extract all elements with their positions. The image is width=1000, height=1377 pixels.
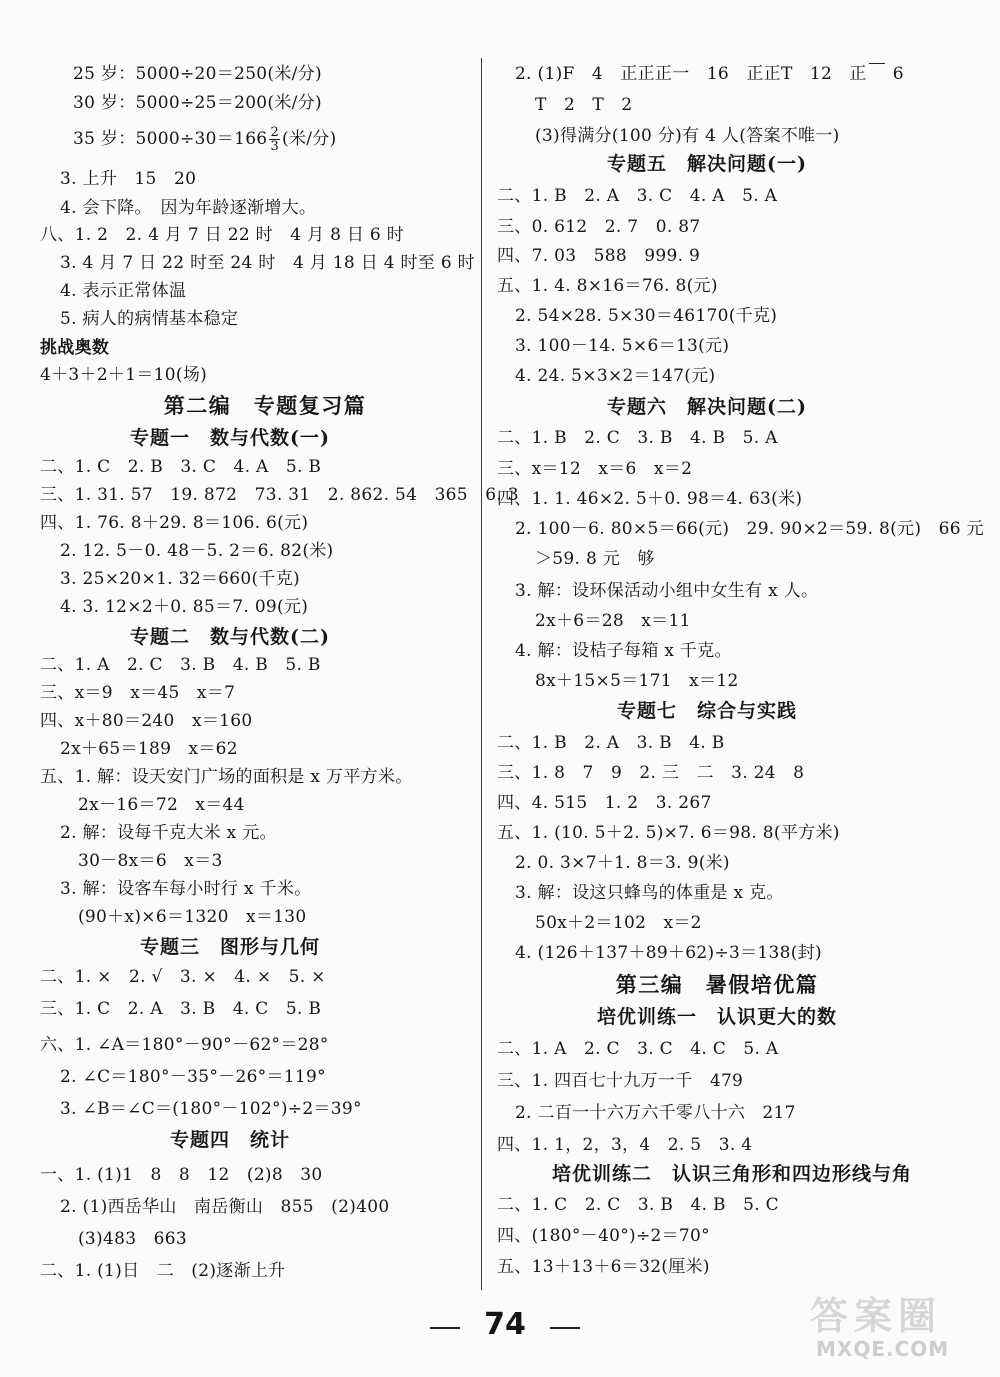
answer-line: 三、1. C 2. A 3. B 4. C 5. B xyxy=(40,999,322,1019)
answer-line: 五、1. 解：设天安门广场的面积是 x 万平方米。 xyxy=(40,767,413,787)
answer-line: 一、1. (1)1 8 8 12 (2)8 30 xyxy=(40,1165,323,1185)
answer-line: 四、1. 1. 46×2. 5＋0. 98＝4. 63(米) xyxy=(497,489,803,509)
answer-line: 二、1. A 2. C 3. C 4. C 5. A xyxy=(497,1039,779,1059)
tally-overbar xyxy=(869,63,885,74)
answer-line: 4. (126＋137＋89＋62)÷3＝138(封) xyxy=(515,943,822,963)
tally-text: 2. (1)F 4 正正正一 16 正正T 12 正 xyxy=(515,64,867,84)
answer-line: (3)得满分(100 分)有 4 人(答案不唯一) xyxy=(535,126,840,146)
answer-line: 25 岁：5000÷20＝250(米/分) xyxy=(73,64,322,84)
footer-dash-left xyxy=(430,1327,460,1329)
answer-line: 二、1. A 2. C 3. B 4. B 5. B xyxy=(40,655,321,675)
fraction-denominator: 3 xyxy=(270,139,280,154)
answer-line: 八、1. 2 2. 4 月 7 日 22 时 4 月 8 日 6 时 xyxy=(40,225,405,245)
answer-line: 二、1. × 2. √ 3. × 4. × 5. × xyxy=(40,967,326,987)
answer-line: 2. 二百一十六万六千零八十六 217 xyxy=(515,1103,796,1123)
page-number: 74 xyxy=(484,1307,526,1342)
topic-title: 专题三 图形与几何 xyxy=(139,936,320,958)
answer-line: 三、x＝12 x＝6 x＝2 xyxy=(497,459,693,479)
page-footer xyxy=(430,1305,580,1351)
answer-line: ＞59. 8 元 够 xyxy=(535,549,655,569)
answer-line: 五、13＋13＋6＝32(厘米) xyxy=(497,1257,710,1277)
topic-title: 专题四 统计 xyxy=(169,1129,290,1151)
tally-end-value: 6 xyxy=(892,64,904,84)
answer-line: 五、1. 4. 8×16＝76. 8(元) xyxy=(497,276,718,296)
answer-line: 2x－16＝72 x＝44 xyxy=(78,795,245,815)
answer-line: 4＋3＋2＋1＝10(场) xyxy=(40,365,208,385)
answer-line: T 2 T 2 xyxy=(535,95,633,115)
answer-line: 3. 解：设环保活动小组中女生有 x 人。 xyxy=(515,581,819,601)
answer-line: 二、1. C 2. C 3. B 4. B 5. C xyxy=(497,1195,779,1215)
answer-line: 四、x＋80＝240 x＝160 xyxy=(40,711,253,731)
answer-line: 3. 25×20×1. 32＝660(千克) xyxy=(60,569,300,589)
answer-line: 二、1. B 2. A 3. C 4. A 5. A xyxy=(497,186,778,206)
answer-line-tally xyxy=(515,63,904,85)
answer-line: 3. 解：设这只蜂鸟的体重是 x 克。 xyxy=(515,883,784,903)
mixed-fraction xyxy=(269,126,280,153)
column-divider xyxy=(481,58,482,1290)
answer-line: 三、1. 31. 57 19. 872 73. 31 2. 862. 54 365 6. 3 xyxy=(40,485,519,505)
answer-line: 3. 100－14. 5×6＝13(元) xyxy=(515,336,730,356)
answer-line: 四、(180°－40°)÷2＝70° xyxy=(497,1226,710,1246)
watermark-logo-text: 答案圈 xyxy=(810,1294,943,1338)
answer-line: 2. 0. 3×7＋1. 8＝3. 9(米) xyxy=(515,853,730,873)
topic-title: 培优训练一 认识更大的数 xyxy=(596,1006,837,1028)
footer-dash-right xyxy=(550,1327,580,1329)
answer-line: 2x＋6＝28 x＝11 xyxy=(535,611,691,631)
answer-line: 2. (1)西岳华山 南岳衡山 855 (2)400 xyxy=(60,1197,390,1217)
answer-line: 4. 解：设桔子每箱 x 千克。 xyxy=(515,641,732,661)
answer-line: 30－8x＝6 x＝3 xyxy=(78,851,223,871)
answer-line: 4. 3. 12×2＋0. 85＝7. 09(元) xyxy=(60,597,309,617)
answer-line: 二、1. C 2. B 3. C 4. A 5. B xyxy=(40,457,322,477)
site-watermark xyxy=(796,1285,986,1369)
answer-line: 30 岁：5000÷25＝200(米/分) xyxy=(73,93,322,113)
topic-title: 培优训练二 认识三角形和四边形线与角 xyxy=(551,1163,912,1185)
topic-title: 专题一 数与代数(一) xyxy=(130,427,330,449)
answer-line: 3. 解：设客车每小时行 x 千米。 xyxy=(60,879,312,899)
answer-line: 3. 上升 15 20 xyxy=(60,169,197,189)
answer-line: 2x＋65＝189 x＝62 xyxy=(60,739,238,759)
answer-line: 二、1. B 2. A 3. B 4. B xyxy=(497,733,725,753)
topic-title: 专题六 解决问题(二) xyxy=(607,396,807,418)
answer-line: (3)483 663 xyxy=(78,1229,187,1249)
answer-line: 4. 会下降。 因为年龄逐渐增大。 xyxy=(60,198,317,218)
answer-line: 三、1. 8 7 9 2. 三 二 3. 24 8 xyxy=(497,763,805,783)
answer-line: 2. 54×28. 5×30＝46170(千克) xyxy=(515,306,778,326)
fraction-numerator: 2 xyxy=(270,125,280,140)
answer-line: (90＋x)×6＝1320 x＝130 xyxy=(78,907,307,927)
answer-line: 2. 解：设每千克大米 x 元。 xyxy=(60,823,277,843)
answer-line: 四、4. 515 1. 2 3. 267 xyxy=(497,793,712,813)
section-title: 第三编 暑假培优篇 xyxy=(615,972,819,997)
answer-line: 四、7. 03 588 999. 9 xyxy=(497,246,701,266)
answer-line: 三、0. 612 2. 7 0. 87 xyxy=(497,217,701,237)
answer-line: 2. ∠C＝180°－35°－26°＝119° xyxy=(60,1067,326,1087)
answer-line: 4. 表示正常体温 xyxy=(60,281,187,301)
topic-title: 专题五 解决问题(一) xyxy=(607,153,807,175)
subheading: 挑战奥数 xyxy=(40,338,110,358)
answer-line: 3. 4 月 7 日 22 时至 24 时 4 月 18 日 4 时至 6 时 xyxy=(60,253,475,273)
fraction-suffix: (米/分) xyxy=(282,129,337,149)
answer-line: 四、1. 76. 8＋29. 8＝106. 6(元) xyxy=(40,513,309,533)
answer-line: 五、1. (10. 5＋2. 5)×7. 6＝98. 8(平方米) xyxy=(497,823,840,843)
answer-line: 2. 12. 5－0. 48－5. 2＝6. 82(米) xyxy=(60,541,334,561)
answer-line: 二、1. B 2. C 3. B 4. B 5. A xyxy=(497,428,778,448)
answer-line: 5. 病人的病情基本稳定 xyxy=(60,309,239,329)
answer-line: 二、1. (1)日 二 (2)逐渐上升 xyxy=(40,1261,286,1281)
answer-line: 8x＋15×5＝171 x＝12 xyxy=(535,671,739,691)
answer-line: 三、1. 四百七十九万一千 479 xyxy=(497,1071,744,1091)
answer-line: 3. ∠B＝∠C＝(180°－102°)÷2＝39° xyxy=(60,1099,362,1119)
section-title: 第二编 专题复习篇 xyxy=(163,393,367,418)
answer-line: 4. 24. 5×3×2＝147(元) xyxy=(515,366,716,386)
answer-line: 六、1. ∠A＝180°－90°－62°＝28° xyxy=(40,1035,329,1055)
topic-title: 专题七 综合与实践 xyxy=(616,700,797,722)
answer-line: 四、1. 1，2，3，4 2. 5 3. 4 xyxy=(497,1135,753,1155)
answer-line: 2. 100－6. 80×5＝66(元) 29. 90×2＝59. 8(元) 66 元 xyxy=(515,519,984,539)
answer-line: 三、x＝9 x＝45 x＝7 xyxy=(40,683,236,703)
answer-line-fraction xyxy=(73,126,337,153)
fraction-prefix: 35 岁：5000÷30＝166 xyxy=(73,129,268,149)
watermark-url: MXQE.COM xyxy=(816,1337,950,1361)
topic-title: 专题二 数与代数(二) xyxy=(130,626,330,648)
answer-line: 50x＋2＝102 x＝2 xyxy=(535,913,702,933)
